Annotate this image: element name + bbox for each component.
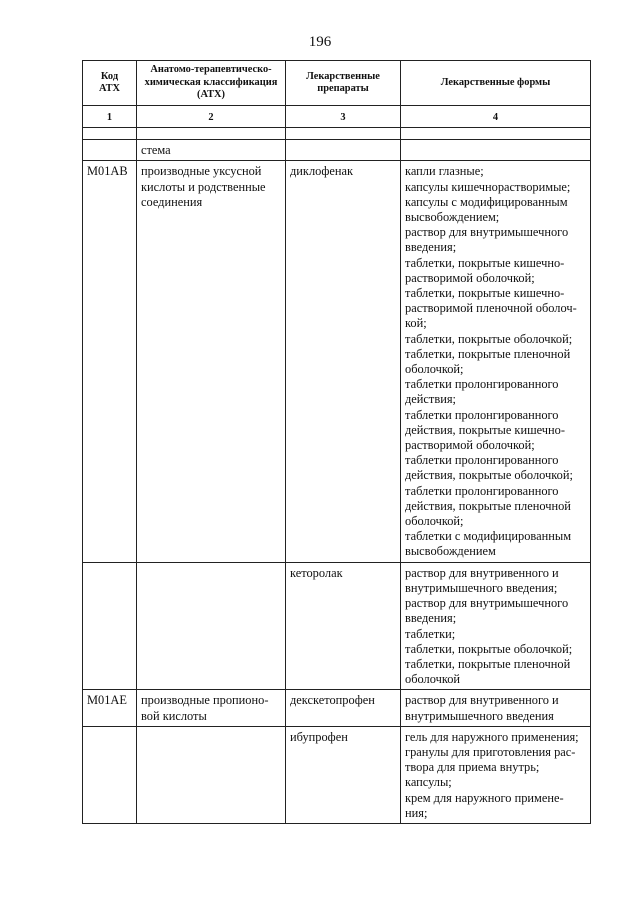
cell-text-line: (АТХ) — [197, 89, 225, 101]
cell-text-line: высвобождением; — [405, 210, 500, 225]
cell-text-line: кислоты и родственные — [141, 179, 266, 194]
atx-code-cell — [83, 140, 137, 161]
classification-cell — [137, 690, 286, 726]
cell-text-line: внутримышечного введения — [405, 708, 554, 723]
spacer-row — [83, 128, 591, 140]
cell-text-line: таблетки с модифицированным — [405, 529, 572, 544]
cell-text-line: твора для приема внутрь; — [405, 760, 540, 775]
cell-text-line: внутримышечного введения; — [405, 580, 558, 595]
cell-text-line: действия, покрытые оболочкой; — [405, 468, 573, 483]
cell-text-line: Лекарственные — [306, 70, 380, 82]
cell-text-line: вой кислоты — [141, 708, 207, 723]
cell-text-line: раствор для внутримышечного — [405, 596, 569, 611]
cell-text-line: таблетки, покрытые кишечно- — [405, 286, 565, 301]
drug-name-cell — [286, 562, 401, 690]
cell-text-line: кой; — [405, 316, 427, 331]
cell-text-line: раствор для внутривенного и — [405, 565, 559, 580]
column-number: 2 — [137, 106, 286, 128]
cell-text-line: высвобождением — [405, 544, 496, 559]
classification-cell — [137, 140, 286, 161]
cell-text-line: Лекарственные формы — [440, 76, 551, 88]
spacer-cell — [83, 128, 137, 140]
cell-text-line: гранулы для приготовления рас- — [405, 744, 576, 759]
cell-text-line: капсулы кишечнорастворимые; — [405, 179, 571, 194]
column-number-row — [83, 106, 591, 128]
header-drugs — [286, 61, 401, 106]
table-row — [83, 140, 591, 161]
column-number: 4 — [401, 106, 591, 128]
spacer-cell — [137, 128, 286, 140]
spacer-cell — [401, 128, 591, 140]
classification-cell — [137, 562, 286, 690]
cell-text-line: декскетопрофен — [290, 693, 375, 708]
table-row — [83, 562, 591, 690]
table-row — [83, 690, 591, 726]
cell-text-line: кеторолак — [290, 565, 343, 580]
column-number: 1 — [83, 106, 137, 128]
dosage-forms-cell — [401, 161, 591, 562]
column-number: 3 — [286, 106, 401, 128]
cell-text-line: раствор для внутривенного и — [405, 693, 559, 708]
cell-text-line: таблетки пролонгированного — [405, 453, 559, 468]
cell-text-line: таблетки; — [405, 626, 456, 641]
classification-cell — [137, 161, 286, 562]
dosage-forms-cell — [401, 726, 591, 823]
cell-text-line: таблетки, покрытые кишечно- — [405, 255, 565, 270]
cell-text-line: капсулы; — [405, 775, 452, 790]
cell-text-line: таблетки, покрытые оболочкой; — [405, 641, 573, 656]
cell-text-line: гель для наружного применения; — [405, 729, 579, 744]
dosage-forms-cell — [401, 140, 591, 161]
classification-cell — [137, 726, 286, 823]
cell-text-line: оболочкой; — [405, 362, 464, 377]
cell-text-line: растворимой пленочной оболоч- — [405, 301, 577, 316]
cell-text-line: ния; — [405, 805, 428, 820]
cell-text-line: таблетки пролонгированного — [405, 407, 559, 422]
cell-text-line: диклофенак — [290, 164, 354, 179]
cell-text-line: таблетки, покрытые оболочкой; — [405, 331, 573, 346]
table-body — [83, 140, 591, 824]
atx-code-cell — [83, 562, 137, 690]
spacer-cell — [286, 128, 401, 140]
cell-text-line: стема — [141, 143, 171, 158]
cell-text-line: действия, покрытые кишечно- — [405, 422, 565, 437]
page-number: 196 — [308, 34, 332, 50]
cell-text-line: капсулы с модифицированным — [405, 194, 568, 209]
table-row — [83, 726, 591, 823]
dosage-forms-cell — [401, 562, 591, 690]
drug-name-cell — [286, 161, 401, 562]
drug-name-cell — [286, 690, 401, 726]
cell-text-line: соединения — [141, 194, 203, 209]
header-atx-code — [83, 61, 137, 106]
atx-drug-table — [82, 60, 591, 824]
cell-text-line: действия; — [405, 392, 456, 407]
table-header-row — [83, 61, 591, 106]
cell-text-line: ибупрофен — [290, 729, 348, 744]
table-row — [83, 161, 591, 562]
cell-text-line: капли глазные; — [405, 164, 484, 179]
cell-text-line: крем для наружного примене- — [405, 790, 564, 805]
cell-text-line: действия, покрытые пленочной — [405, 498, 571, 513]
header-dosage-forms — [401, 61, 591, 106]
cell-text-line: таблетки, покрытые пленочной — [405, 346, 571, 361]
cell-text-line: таблетки, покрытые пленочной — [405, 656, 571, 671]
cell-text-line: препараты — [317, 83, 369, 94]
atx-code-cell — [83, 726, 137, 823]
cell-text-line: производные пропионо- — [141, 693, 269, 708]
cell-text-line: Код — [100, 70, 119, 82]
cell-text-line: оболочкой; — [405, 514, 464, 529]
cell-text-line: введения; — [405, 240, 457, 255]
cell-text-line: растворимой оболочкой; — [405, 270, 535, 285]
atx-code-cell: M01AB — [83, 161, 137, 562]
cell-text-line: введения; — [405, 611, 457, 626]
cell-text-line: оболочкой — [405, 672, 461, 687]
cell-text-line: растворимой оболочкой; — [405, 438, 535, 453]
drug-name-cell — [286, 140, 401, 161]
cell-text-line: Анатомо-терапевтическо- — [150, 64, 272, 76]
cell-text-line: таблетки пролонгированного — [405, 483, 559, 498]
cell-text-line: раствор для внутримышечного — [405, 225, 569, 240]
dosage-forms-cell — [401, 690, 591, 726]
cell-text-line: производные уксусной — [141, 164, 262, 179]
cell-text-line: АТХ — [98, 83, 121, 94]
atx-code-cell: M01AE — [83, 690, 137, 726]
drug-name-cell — [286, 726, 401, 823]
cell-text-line: химическая классификация — [144, 76, 278, 88]
cell-text-line: таблетки пролонгированного — [405, 377, 559, 392]
header-atx-classification — [137, 61, 286, 106]
